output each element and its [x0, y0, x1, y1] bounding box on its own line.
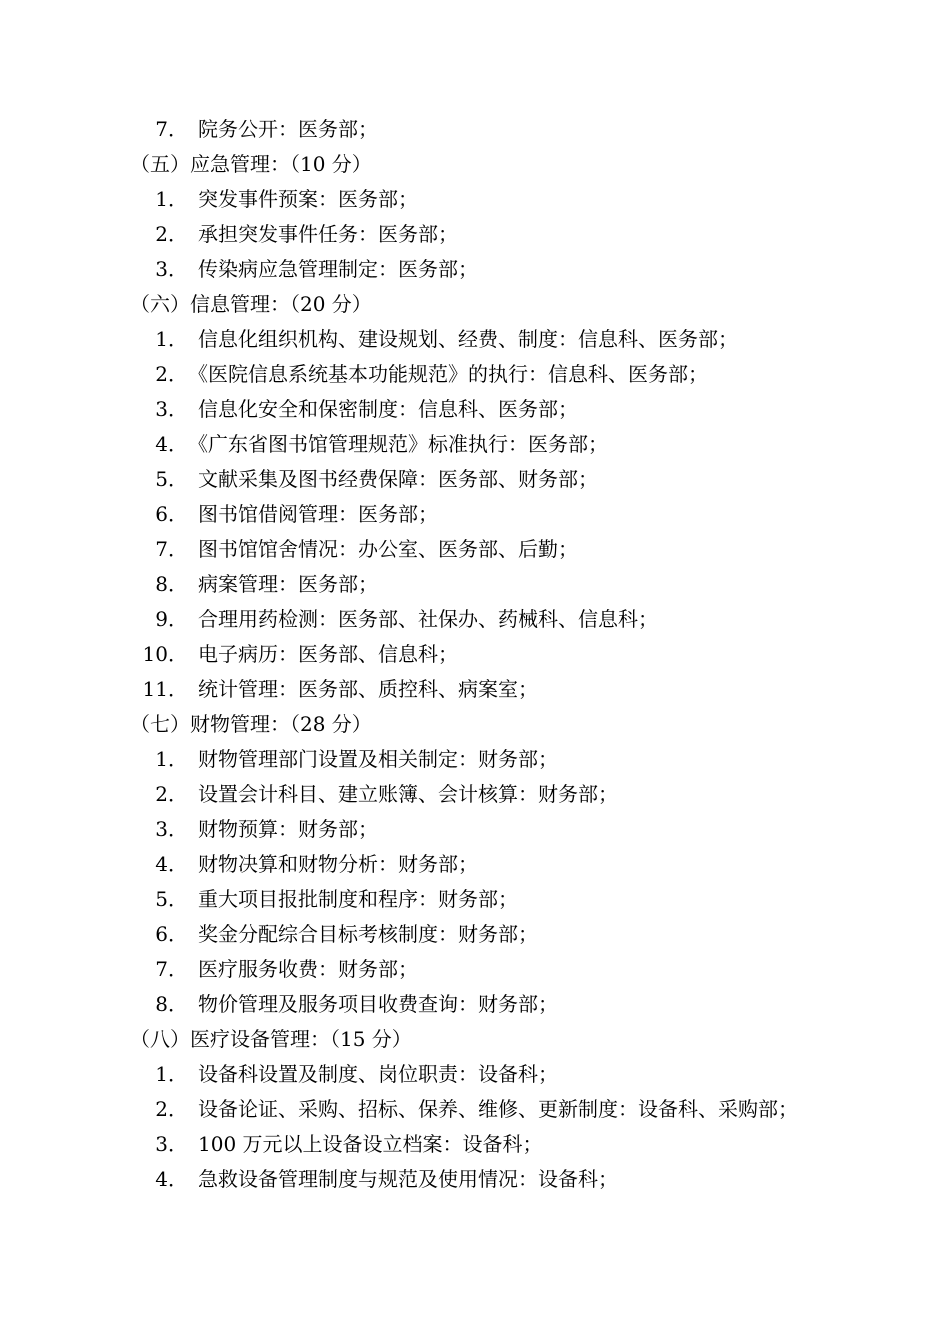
item-text: 《医院信息系统基本功能规范》的执行：信息科、医务部； — [188, 362, 708, 386]
item-text: 急救设备管理制度与规范及使用情况：设备科； — [198, 1167, 618, 1191]
list-item — [0, 1127, 950, 1162]
item-number: 3． — [155, 257, 188, 281]
item-number: 4． — [155, 852, 188, 876]
item-text: 设置会计科目、建立账簿、会计核算：财务部； — [198, 782, 618, 806]
item-number: 1． — [155, 747, 188, 771]
list-item — [0, 742, 950, 777]
item-text: 财物管理部门设置及相关制定：财务部； — [198, 747, 558, 771]
item-number: 2． — [155, 222, 188, 246]
section-heading: （五）应急管理：（10 分） — [130, 152, 372, 176]
item-number: 7． — [155, 537, 188, 561]
list-item — [0, 917, 950, 952]
section-heading: （八）医疗设备管理：（15 分） — [130, 1027, 412, 1051]
item-number: 9． — [155, 607, 188, 631]
item-text: 信息化组织机构、建设规划、经费、制度：信息科、医务部； — [198, 327, 738, 351]
document-body — [0, 112, 950, 1197]
list-item — [0, 1092, 950, 1127]
item-number: 10． — [142, 642, 188, 666]
list-item — [0, 532, 950, 567]
item-text: 设备科设置及制度、岗位职责：设备科； — [198, 1062, 558, 1086]
list-item — [0, 462, 950, 497]
item-number: 3． — [155, 817, 188, 841]
item-text: 图书馆馆舍情况：办公室、医务部、后勤； — [198, 537, 578, 561]
item-number: 5． — [155, 467, 188, 491]
item-number: 1． — [155, 1062, 188, 1086]
item-text: 病案管理：医务部； — [198, 572, 378, 596]
item-number: 7． — [155, 117, 188, 141]
item-number: 6． — [155, 922, 188, 946]
item-number: 6． — [155, 502, 188, 526]
list-item — [0, 567, 950, 602]
list-item — [0, 1057, 950, 1092]
list-item — [0, 392, 950, 427]
list-item — [0, 672, 950, 707]
item-number: 8． — [155, 572, 188, 596]
list-item — [0, 252, 950, 287]
list-item — [0, 812, 950, 847]
item-text: 医疗服务收费：财务部； — [198, 957, 418, 981]
item-text: 统计管理：医务部、质控科、病案室； — [198, 677, 538, 701]
item-number: 3． — [155, 1132, 188, 1156]
item-text: 重大项目报批制度和程序：财务部； — [198, 887, 518, 911]
item-text: 传染病应急管理制定：医务部； — [198, 257, 478, 281]
list-item — [0, 777, 950, 812]
item-text: 奖金分配综合目标考核制度：财务部； — [198, 922, 538, 946]
item-number: 2． — [155, 782, 188, 806]
section-heading: （七）财物管理：（28 分） — [130, 712, 372, 736]
list-item — [0, 322, 950, 357]
list-item — [0, 637, 950, 672]
item-number: 4． — [155, 432, 188, 456]
item-text: 图书馆借阅管理：医务部； — [198, 502, 438, 526]
section-heading: （六）信息管理：（20 分） — [130, 292, 372, 316]
item-text: 财物决算和财物分析：财务部； — [198, 852, 478, 876]
item-text: 承担突发事件任务：医务部； — [198, 222, 458, 246]
list-item — [0, 602, 950, 637]
item-text: 合理用药检测：医务部、社保办、药械科、信息科； — [198, 607, 658, 631]
item-text: 《广东省图书馆管理规范》标准执行：医务部； — [188, 432, 608, 456]
item-number: 2． — [155, 1097, 188, 1121]
item-text: 100 万元以上设备设立档案：设备科； — [198, 1132, 543, 1156]
item-text: 设备论证、采购、招标、保养、维修、更新制度：设备科、采购部； — [198, 1097, 798, 1121]
item-number: 8． — [155, 992, 188, 1016]
item-number: 5． — [155, 887, 188, 911]
list-item — [0, 427, 950, 462]
list-item — [0, 987, 950, 1022]
item-number: 7． — [155, 957, 188, 981]
list-item — [0, 1162, 950, 1197]
list-item — [0, 847, 950, 882]
list-item — [0, 357, 950, 392]
list-item — [0, 112, 950, 147]
item-number: 1． — [155, 327, 188, 351]
item-text: 财物预算：财务部； — [198, 817, 378, 841]
item-text: 电子病历：医务部、信息科； — [198, 642, 458, 666]
list-item — [0, 217, 950, 252]
item-text: 突发事件预案：医务部； — [198, 187, 418, 211]
list-item — [0, 182, 950, 217]
item-number: 4． — [155, 1167, 188, 1191]
list-item — [0, 497, 950, 532]
item-number: 3． — [155, 397, 188, 421]
item-text: 物价管理及服务项目收费查询：财务部； — [198, 992, 558, 1016]
item-text: 文献采集及图书经费保障：医务部、财务部； — [198, 467, 598, 491]
item-text: 信息化安全和保密制度：信息科、医务部； — [198, 397, 578, 421]
item-number: 1． — [155, 187, 188, 211]
item-number: 11． — [142, 677, 188, 701]
item-text: 院务公开：医务部； — [198, 117, 378, 141]
item-number: 2． — [155, 362, 188, 386]
list-item — [0, 882, 950, 917]
list-item — [0, 952, 950, 987]
